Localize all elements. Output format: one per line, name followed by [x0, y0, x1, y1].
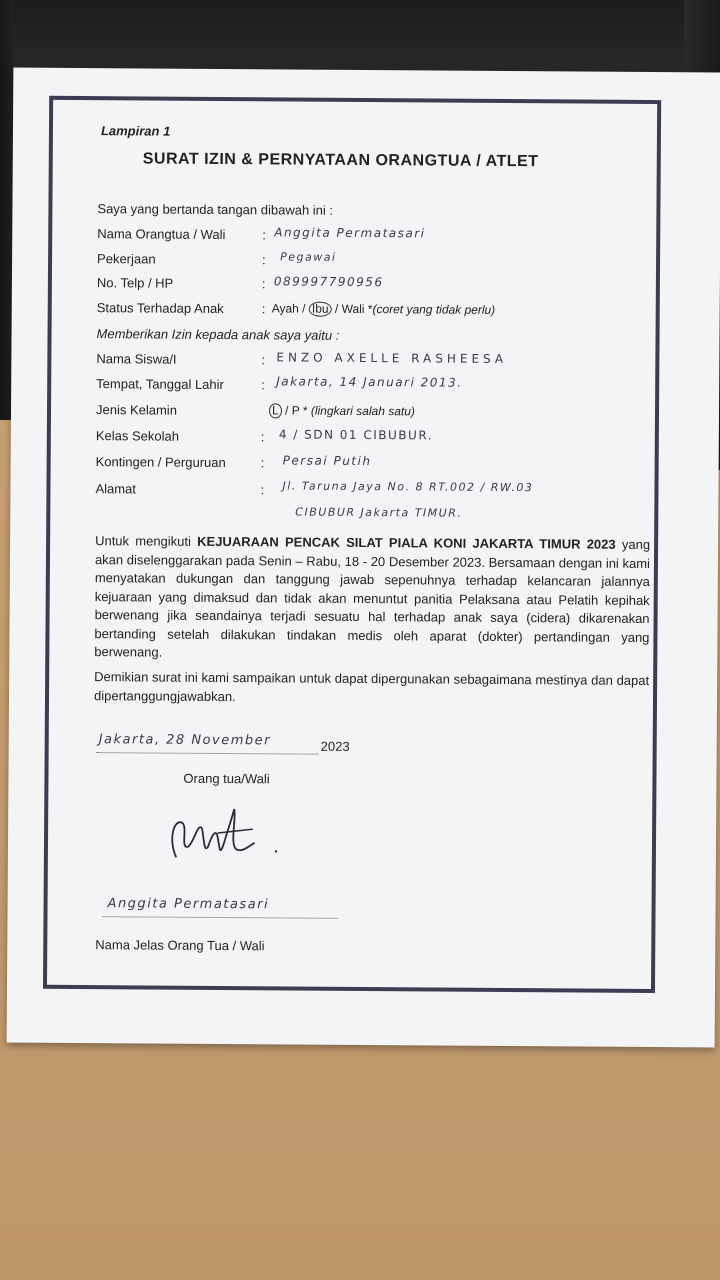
attachment-label: Lampiran 1 — [100, 123, 171, 139]
address-value-line2: CIBUBUR Jakarta TIMUR. — [295, 505, 463, 520]
l-circled-mark: L — [269, 403, 282, 418]
signer-role: Orang tua/Wali — [183, 770, 270, 787]
student-name-label: Nama Siswa/I — [96, 351, 177, 367]
birth-label: Tempat, Tanggal Lahir — [96, 376, 224, 393]
status-label: Status Terhadap Anak — [96, 300, 224, 317]
birth-value: Jakarta, 14 Januari 2013. — [276, 374, 463, 390]
parent-name-value: Anggita Permatasari — [274, 225, 426, 241]
place-date-handwritten: Jakarta, 28 November — [98, 732, 272, 749]
statement-paragraph: Untuk mengikuti KEJUARAAN PENCAK SILAT PIALA KONI JAKARTA TIMUR 2023 yang akan diselenggarakan pada Senin – Rabu, 18 - 20 Desember 2023. Bersamaan dengan ini kami menyatakan dukungan dan tanggung jawab sepenuhnya terhadap kelancaran jalannya kejuaraan yang dimaksud dan tidak akan menuntut panitia Pelaksana atau Pelatih kepihak berwenang jika seandainya terjadi sesuatu hal terhadap anak saya (cidera) dikarenakan bertanding setelah dilakukan tindakan medis oleh aparat (dokter) pertandingan yang berwenang. — [94, 533, 651, 660]
handwritten-signature — [158, 799, 279, 875]
address-label: Alamat — [95, 481, 136, 497]
occupation-label: Pekerjaan — [97, 251, 156, 267]
status-value: Ayah / Ibu / Wali *(coret yang tidak perlu) — [271, 301, 496, 317]
contingent-label: Kontingen / Perguruan — [95, 454, 226, 471]
class-label: Kelas Sekolah — [95, 428, 180, 444]
name-caption: Nama Jelas Orang Tua / Wali — [95, 937, 265, 954]
intro-text: Saya yang bertanda tangan dibawah ini : — [97, 201, 334, 218]
gender-value: L / P * (lingkari salah satu) — [269, 403, 415, 419]
phone-label: No. Telp / HP — [96, 275, 174, 291]
address-value-line1: Jl. Taruna Jaya No. 8 RT.002 / RW.03 — [282, 479, 534, 495]
signer-name-handwritten: Anggita Permatasari — [107, 896, 270, 913]
contingent-value: Persai Putih — [282, 453, 372, 469]
date-year: 2023 — [320, 738, 350, 754]
permission-intro: Memberikan Izin kepada anak saya yaitu : — [96, 326, 340, 343]
parent-name-label: Nama Orangtua / Wali — [97, 226, 226, 243]
ibu-circled-mark: Ibu — [309, 302, 332, 317]
class-value: 4 / SDN 01 CIBUBUR. — [278, 427, 434, 443]
gender-label: Jenis Kelamin — [95, 402, 178, 418]
permission-letter-paper: Lampiran 1 SURAT IZIN & PERNYATAAN ORANGTUA / ATLET Saya yang bertanda tangan dibawah ini : Nama Orangtua / Wali : Anggita Permatasari Pekerjaan : Pegawai No. Telp / HP : 089997790956 Status Terhadap Anak : Ayah / Ibu / Wali *(coret yang tidak perlu) Memberikan Izin kepada anak saya yaitu : Nama Siswa/I : ENZO AXELLE RASHEESA Tempat, Tanggal Lahir : Jakarta, 14 Januari 2013. Jenis Kelamin L / P * (lingkari salah satu) Kelas Sekolah : 4 / SDN 01 CIBUBUR. Kontingen / Perguruan : Persai Putih Alamat : Jl. Taruna Jaya No. 8 RT.002 / RW.03 CIBUBUR Jakarta TIMUR. Untuk mengikuti KEJUARAAN PENCAK SILAT PIALA KONI JAKARTA TIMUR 2023 yang akan diselenggarakan pada Senin – Rabu, 18 - 20 Desember 2023. Bersamaan dengan ini kami menyatakan dukungan dan tanggung jawab sepenuhnya terhadap kelancaran jalannya kejuaraan yang dimaksud dan tidak akan menuntut panitia Pelaksana atau Pelatih kepihak berwenang jika seandainya terjadi sesuatu hal terhadap anak saya (cidera) dikarenakan bertanding setelah dilakukan tindakan medis oleh aparat (dokter) pertandingan yang berwenang. Demikian surat ini kami sampaikan untuk dapat dipergunakan sebagaimana mestinya dan dapat dipertanggungjawabkan. Jakarta, 28 November 2023 Orang tua/Wali Anggita Permatasari Nama Jelas Orang Tua / Wali — [7, 68, 720, 1048]
student-name-value: ENZO AXELLE RASHEESA — [276, 350, 508, 366]
phone-value: 089997790956 — [273, 274, 384, 290]
closing-paragraph: Demikian surat ini kami sampaikan untuk dapat dipergunakan sebagaimana mestinya dan dapat dipertanggungjawabkan. — [93, 669, 650, 704]
document-title: SURAT IZIN & PERNYATAAN ORANGTUA / ATLET — [142, 150, 539, 171]
occupation-value: Pegawai — [280, 250, 337, 264]
